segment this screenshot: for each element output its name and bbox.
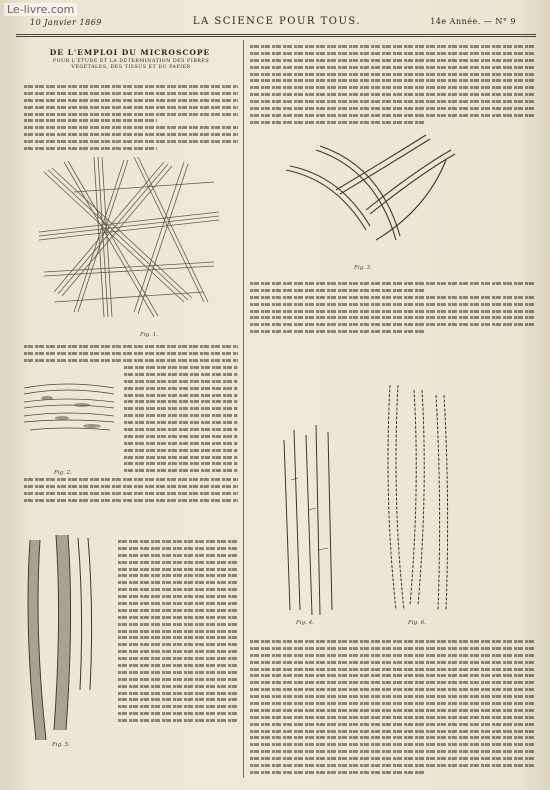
figure-6-hemp-fibers <box>380 380 460 615</box>
body-paragraph-2 <box>124 366 238 476</box>
figure-3-caption: Fig. 3. <box>354 265 372 271</box>
header-rule-double <box>16 36 536 37</box>
body-paragraph-1 <box>24 345 238 366</box>
figure-3-wool-fibers <box>276 130 466 265</box>
right-paragraph-2 <box>250 282 534 337</box>
article-subtitle: POUR L'ÉTUDE ET LA DÉTERMINATION DES FIBRES VÉGÉTALES, DES TISSUS ET DU PAPIER <box>52 59 210 70</box>
figure-2-caption: Fig. 2. <box>54 470 72 476</box>
intro-paragraph <box>24 85 238 154</box>
article-title: DE L'EMPLOI DU MICROSCOPE <box>49 48 211 57</box>
figure-4-caption: Fig. 4. <box>296 620 314 626</box>
figure-1-fibers <box>34 152 224 322</box>
page-header <box>18 14 536 32</box>
body-paragraph-4 <box>118 540 238 726</box>
figure-4-flax-fibers <box>276 420 346 620</box>
figure-6-caption: Fig. 6. <box>408 620 426 626</box>
right-paragraph-3 <box>250 640 534 778</box>
column-divider <box>243 40 244 778</box>
figure-5-fibers <box>18 530 113 750</box>
journal-title: LA SCIENCE POUR TOUS. <box>192 16 362 27</box>
issue-number: 14e Année. — N° 9 <box>430 17 516 26</box>
right-paragraph-1 <box>250 45 534 128</box>
body-paragraph-3 <box>24 478 238 506</box>
figure-5-caption: Fig. 5. <box>52 742 70 748</box>
issue-date: 10 Janvier 1869 <box>30 18 102 27</box>
header-rule <box>16 34 536 35</box>
site-watermark: Le-livre.com <box>4 3 77 16</box>
figure-2-section <box>22 368 117 463</box>
figure-1-caption: Fig. 1. <box>140 332 158 338</box>
